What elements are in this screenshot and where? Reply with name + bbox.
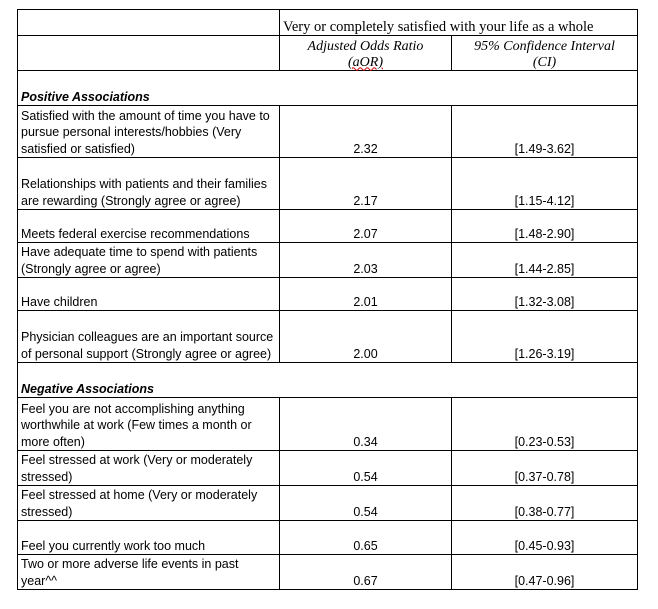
row-ci: [1.48-2.90] [452, 210, 638, 243]
row-aor: 0.65 [280, 521, 452, 555]
table-row [18, 486, 638, 521]
header-row-group [18, 10, 638, 36]
table-row [18, 106, 638, 158]
row-ci: [0.23-0.53] [452, 398, 638, 451]
row-ci: [1.49-3.62] [452, 106, 638, 158]
header-ci-line2: (CI) [532, 54, 557, 70]
table-row [18, 243, 638, 278]
table-row [18, 158, 638, 210]
row-label: Have adequate time to spend with patients (Strongly agree or agree) [18, 243, 280, 278]
header-ci [452, 36, 638, 71]
row-ci: [0.45-0.93] [452, 521, 638, 555]
row-ci: [0.37-0.78] [452, 451, 638, 486]
row-aor: 0.54 [280, 451, 452, 486]
row-ci: [1.26-3.19] [452, 311, 638, 363]
header-aor [280, 36, 452, 71]
header-empty-cell [18, 10, 280, 36]
header-aor-line1: Adjusted Odds Ratio [307, 39, 424, 54]
table-row [18, 521, 638, 555]
table-row [18, 278, 638, 311]
row-aor: 0.54 [280, 486, 452, 521]
row-label: Feel stressed at work (Very or moderately stressed) [18, 451, 280, 486]
header-row-columns [18, 36, 638, 71]
row-label: Two or more adverse life events in past year^^ [18, 555, 280, 590]
row-label: Feel you are not accomplishing anything worthwhile at work (Few times a month or more often) [18, 398, 280, 451]
row-aor: 0.67 [280, 555, 452, 590]
row-ci: [0.47-0.96] [452, 555, 638, 590]
section-row-positive [18, 71, 638, 106]
row-ci: [1.44-2.85] [452, 243, 638, 278]
table-row [18, 451, 638, 486]
header-aor-line2: (aOR) [348, 54, 383, 70]
row-label: Feel you currently work too much [18, 521, 280, 555]
row-aor: 2.17 [280, 158, 452, 210]
row-aor: 2.03 [280, 243, 452, 278]
row-ci: [1.32-3.08] [452, 278, 638, 311]
row-aor: 0.34 [280, 398, 452, 451]
table-row [18, 311, 638, 363]
row-label: Meets federal exercise recommendations [18, 210, 280, 243]
table-row [18, 398, 638, 451]
row-aor: 2.00 [280, 311, 452, 363]
row-label: Have children [18, 278, 280, 311]
header-group-title: Very or completely satisfied with your life as a whole [280, 10, 638, 36]
header-label-cell [18, 36, 280, 71]
row-label: Feel stressed at home (Very or moderately stressed) [18, 486, 280, 521]
row-label: Satisfied with the amount of time you have to pursue personal interests/hobbies (Very satisfied or satisfied) [18, 106, 280, 158]
header-ci-line1: 95% Confidence Interval [474, 39, 615, 54]
section-title-positive: Positive Associations [18, 71, 638, 106]
results-table [17, 9, 638, 590]
row-aor: 2.32 [280, 106, 452, 158]
section-row-negative [18, 363, 638, 398]
row-ci: [0.38-0.77] [452, 486, 638, 521]
table-row [18, 555, 638, 590]
row-aor: 2.01 [280, 278, 452, 311]
row-aor: 2.07 [280, 210, 452, 243]
table-row [18, 210, 638, 243]
section-title-negative: Negative Associations [18, 363, 638, 398]
row-ci: [1.15-4.12] [452, 158, 638, 210]
row-label: Relationships with patients and their families are rewarding (Strongly agree or agree) [18, 158, 280, 210]
row-label: Physician colleagues are an important source of personal support (Strongly agree or agree) [18, 311, 280, 363]
